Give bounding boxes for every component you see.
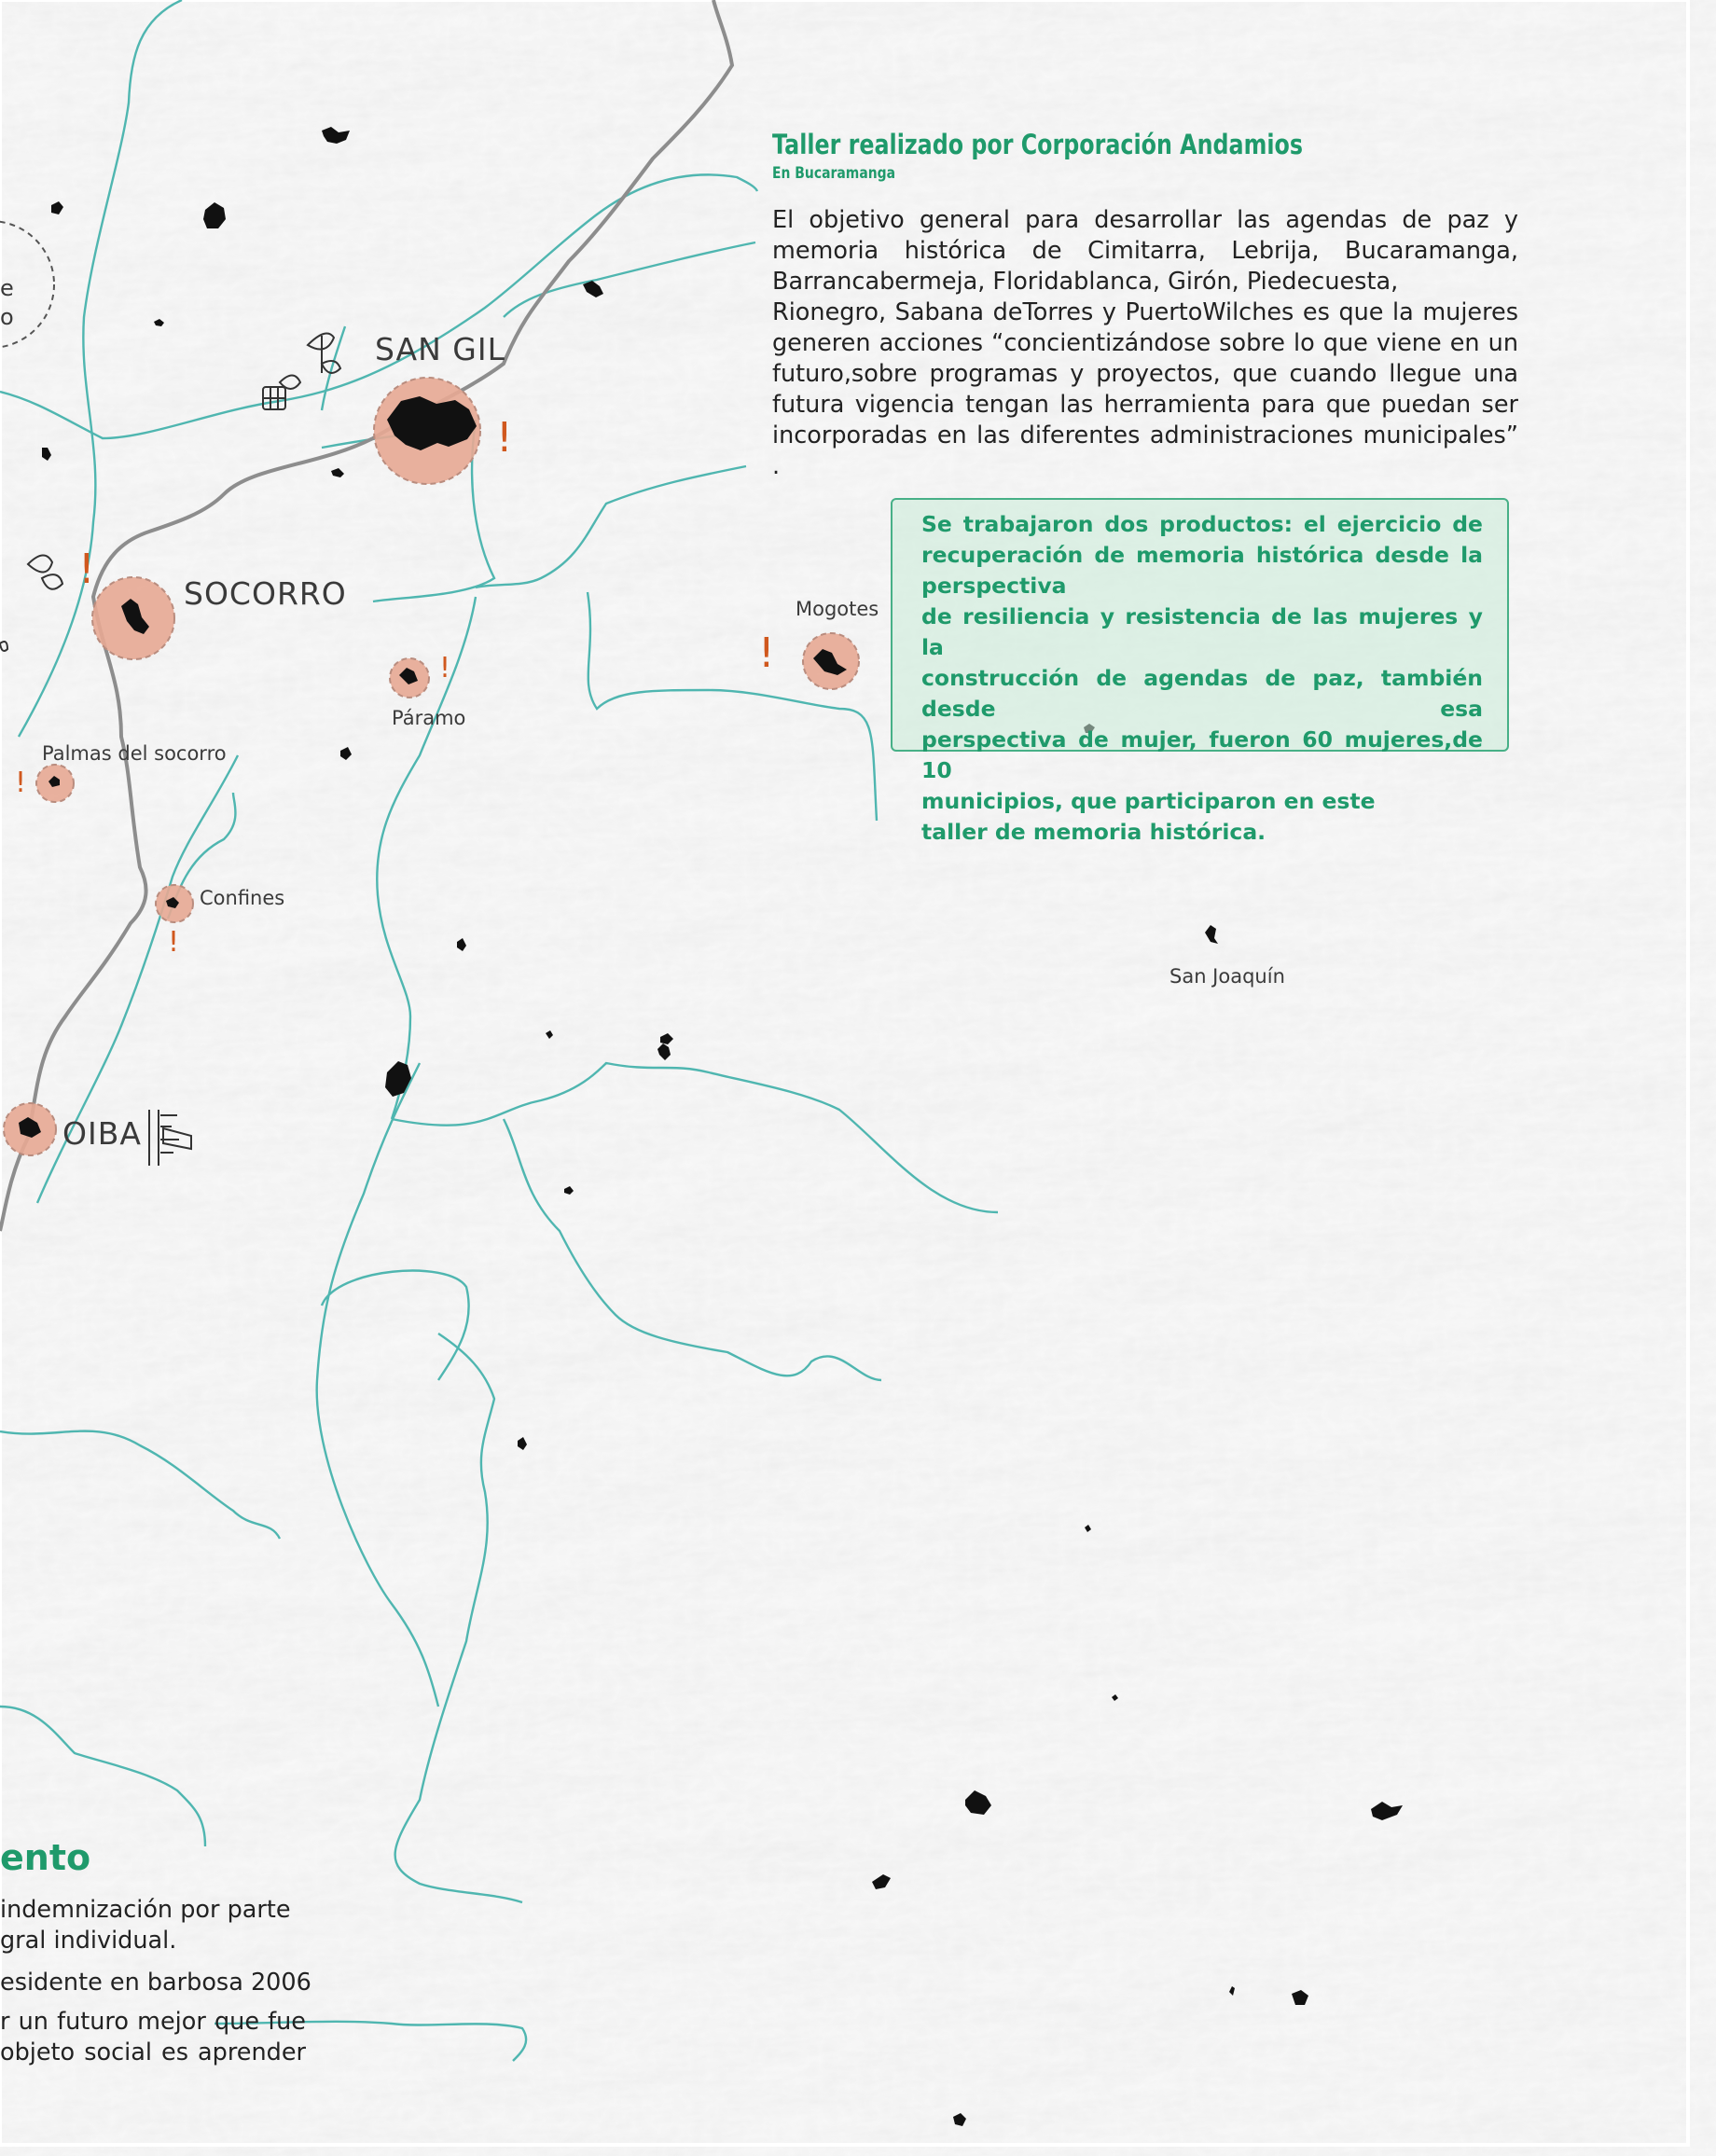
lower-line: r un futuro mejor que fue	[0, 2008, 306, 2036]
box-line: taller de memoria histórica.	[921, 819, 1266, 845]
box-line: recuperación de memoria histórica desde la perspectiva	[921, 542, 1483, 599]
lower-heading: ento	[0, 1837, 91, 1878]
box-line: perspectiva de mujer, fueron 60 mujeres,de 10	[921, 726, 1483, 783]
info-subtitle: En Bucaramanga	[772, 164, 896, 183]
alert-icon: !	[78, 546, 95, 593]
city-label-mogotes: Mogotes	[796, 598, 879, 620]
lower-line: gral individual.	[0, 1927, 177, 1955]
city-label-paramo: Páramo	[392, 707, 466, 729]
info-title: Taller realizado por Corporación Andamios	[772, 129, 1304, 160]
lower-line: indemnización por parte	[0, 1896, 291, 1924]
box-line: Se trabajaron dos productos: el ejercicio de	[921, 511, 1483, 537]
alert-icon: !	[15, 767, 27, 799]
alert-icon: !	[496, 414, 513, 462]
alert-icon: !	[439, 652, 451, 684]
box-line: construcción de agendas de paz, también desde esa	[921, 665, 1483, 722]
partial-label: o	[0, 304, 14, 330]
box-line: municipios, que participaron en este	[921, 788, 1376, 814]
city-label-san-gil: SAN GIL	[375, 331, 505, 367]
city-label-oiba: OIBA	[62, 1115, 142, 1152]
partial-label: e	[0, 275, 14, 301]
info-paragraph-1: El objetivo general para desarrollar las agendas de paz y memoria histórica de Cimitarra, Lebrija, Bucaramanga, Barrancabermeja, Floridablanca, Girón, Piedecuesta,	[772, 206, 1518, 296]
lower-line: objeto social es aprender	[0, 2039, 306, 2066]
lower-line: esidente en barbosa 2006	[0, 1969, 311, 1997]
alert-icon: !	[758, 629, 775, 677]
info-paragraph	[772, 205, 1518, 482]
alert-icon: !	[168, 926, 180, 959]
city-label-confines: Confines	[200, 887, 285, 909]
info-paragraph-2: Rionegro, Sabana deTorres y PuertoWilches es que la mujeres generen acciones “concientizándose sobre lo que viene en un futuro,sobre programas y proyectos, que cuando llegue una futura vigencia tengan las herramienta para que puedan ser incorporadas en las diferentes administraciones municipales” .	[772, 298, 1518, 480]
info-box-text	[921, 509, 1483, 848]
city-label-socorro: SOCORRO	[184, 575, 347, 612]
box-line: de resiliencia y resistencia de las mujeres y la	[921, 603, 1483, 660]
city-label-palmas: Palmas del socorro	[42, 742, 227, 765]
city-label-san-joaquin: San Joaquín	[1169, 965, 1285, 988]
